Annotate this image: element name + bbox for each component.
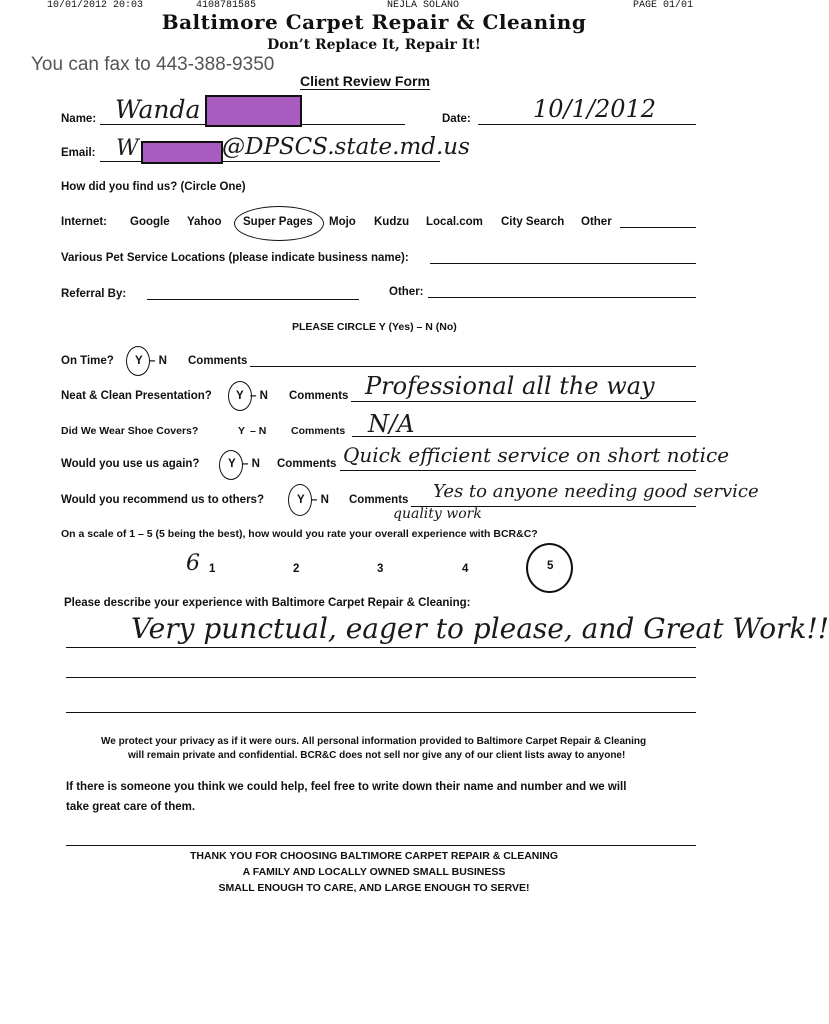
super-pages-circle-icon xyxy=(234,206,324,241)
rating-label: On a scale of 1 – 5 (5 being the best), how would you rate your overall experience with BCR&C? xyxy=(61,528,538,540)
referral-prompt-line-1: If there is someone you think we could help, feel free to write down their name and number and we will xyxy=(66,781,627,793)
yes-circle-icon xyxy=(288,484,312,516)
circle-instruction: PLEASE CIRCLE Y (Yes) – N (No) xyxy=(292,321,457,333)
privacy-line-1: We protect your privacy as if it were ours. All personal information provided to Baltimore Carpet Repair & Cleaning xyxy=(101,736,647,747)
experience-text: Very punctual, eager to please, and Great Work!! xyxy=(131,612,829,645)
answer-no: – N xyxy=(311,494,329,506)
answer-no: – N xyxy=(250,390,268,402)
answer-no: – N xyxy=(250,425,267,437)
privacy-line-2: will remain private and confidential. BCR&C does not sell nor give any of our client lists away to anyone! xyxy=(128,750,626,761)
answer-yes: Y xyxy=(238,425,246,437)
redaction-box xyxy=(205,95,302,127)
yes-circle-icon xyxy=(219,450,243,480)
option-yahoo: Yahoo xyxy=(187,216,222,228)
rating-selected-circle-icon xyxy=(526,543,573,593)
yes-circle-icon xyxy=(228,381,252,411)
answer-yes: Y xyxy=(135,355,143,367)
comment-neat-clean: Professional all the way xyxy=(365,372,655,400)
comment-recommend-extra: quality work xyxy=(393,506,482,522)
comments-label: Comments xyxy=(277,458,337,470)
comments-label: Comments xyxy=(349,494,409,506)
company-tagline: Don’t Replace It, Repair It! xyxy=(267,37,481,53)
name-value: Wanda xyxy=(115,95,201,124)
footer-line-1: THANK YOU FOR CHOOSING BALTIMORE CARPET REPAIR & CLEANING xyxy=(189,850,559,862)
comment-shoe-covers: N/A xyxy=(368,410,415,438)
question-on-time: On Time? xyxy=(61,355,114,367)
answer-yes: Y xyxy=(228,458,236,470)
referral-label: Referral By: xyxy=(61,288,127,300)
form-title: Client Review Form xyxy=(300,73,430,89)
question-neat-clean: Neat & Clean Presentation? xyxy=(61,390,212,402)
question-recommend: Would you recommend us to others? xyxy=(61,494,264,506)
fax-note: You can fax to 443-388-9350 xyxy=(31,54,275,75)
option-city-search: City Search xyxy=(501,216,565,228)
fax-datetime: 10/01/2012 20:03 xyxy=(47,0,144,11)
date-label: Date: xyxy=(442,113,471,125)
fax-sender: NEJLA SOLANO xyxy=(387,0,460,11)
other-label: Other: xyxy=(389,286,424,298)
comments-label: Comments xyxy=(291,425,346,437)
rating-option-2: 2 xyxy=(293,563,300,575)
rating-option-3: 3 xyxy=(377,563,384,575)
name-label: Name: xyxy=(61,113,97,125)
redaction-box xyxy=(141,141,223,164)
rating-option-1: 1 xyxy=(209,563,216,575)
fax-page: PAGE 01/01 xyxy=(633,0,694,11)
answer-yes: Y xyxy=(297,494,305,506)
answer-no: – N xyxy=(242,458,260,470)
yes-circle-icon xyxy=(126,346,150,376)
answer-yes: Y xyxy=(236,390,244,402)
option-local-com: Local.com xyxy=(426,216,483,228)
email-label: Email: xyxy=(61,147,96,159)
internet-label: Internet: xyxy=(61,216,107,228)
email-initial-icon: W xyxy=(116,136,139,161)
rating-mark: 6 xyxy=(186,551,200,576)
email-value: @DPSCS.state.md.us xyxy=(222,134,470,160)
rating-option-4: 4 xyxy=(462,563,469,575)
referral-prompt-line-2: take great care of them. xyxy=(66,801,196,813)
company-title: Baltimore Carpet Repair & Cleaning xyxy=(161,10,587,34)
comments-label: Comments xyxy=(289,390,349,402)
option-other: Other xyxy=(581,216,612,228)
date-value: 10/1/2012 xyxy=(533,95,657,123)
pet-service-label: Various Pet Service Locations (please indicate business name): xyxy=(61,252,409,264)
experience-label: Please describe your experience with Baltimore Carpet Repair & Cleaning: xyxy=(64,597,471,609)
option-google: Google xyxy=(130,216,170,228)
comment-recommend: Yes to anyone needing good service xyxy=(433,481,759,502)
footer-line-2: A FAMILY AND LOCALLY OWNED SMALL BUSINESS xyxy=(242,866,506,878)
option-kudzu: Kudzu xyxy=(374,216,410,228)
rating-option-5: 5 xyxy=(547,560,554,572)
fax-number: 4108781585 xyxy=(196,0,257,11)
answer-no: – N xyxy=(149,355,167,367)
comments-label: Comments xyxy=(188,355,248,367)
footer-line-3: SMALL ENOUGH TO CARE, AND LARGE ENOUGH TO SERVE! xyxy=(218,882,530,894)
question-use-again: Would you use us again? xyxy=(61,458,200,470)
question-shoe-covers: Did We Wear Shoe Covers? xyxy=(61,425,199,437)
option-mojo: Mojo xyxy=(329,216,356,228)
option-super-pages: Super Pages xyxy=(243,216,313,228)
comment-use-again: Quick efficient service on short notice xyxy=(343,443,730,467)
how-found-label: How did you find us? (Circle One) xyxy=(61,181,246,193)
